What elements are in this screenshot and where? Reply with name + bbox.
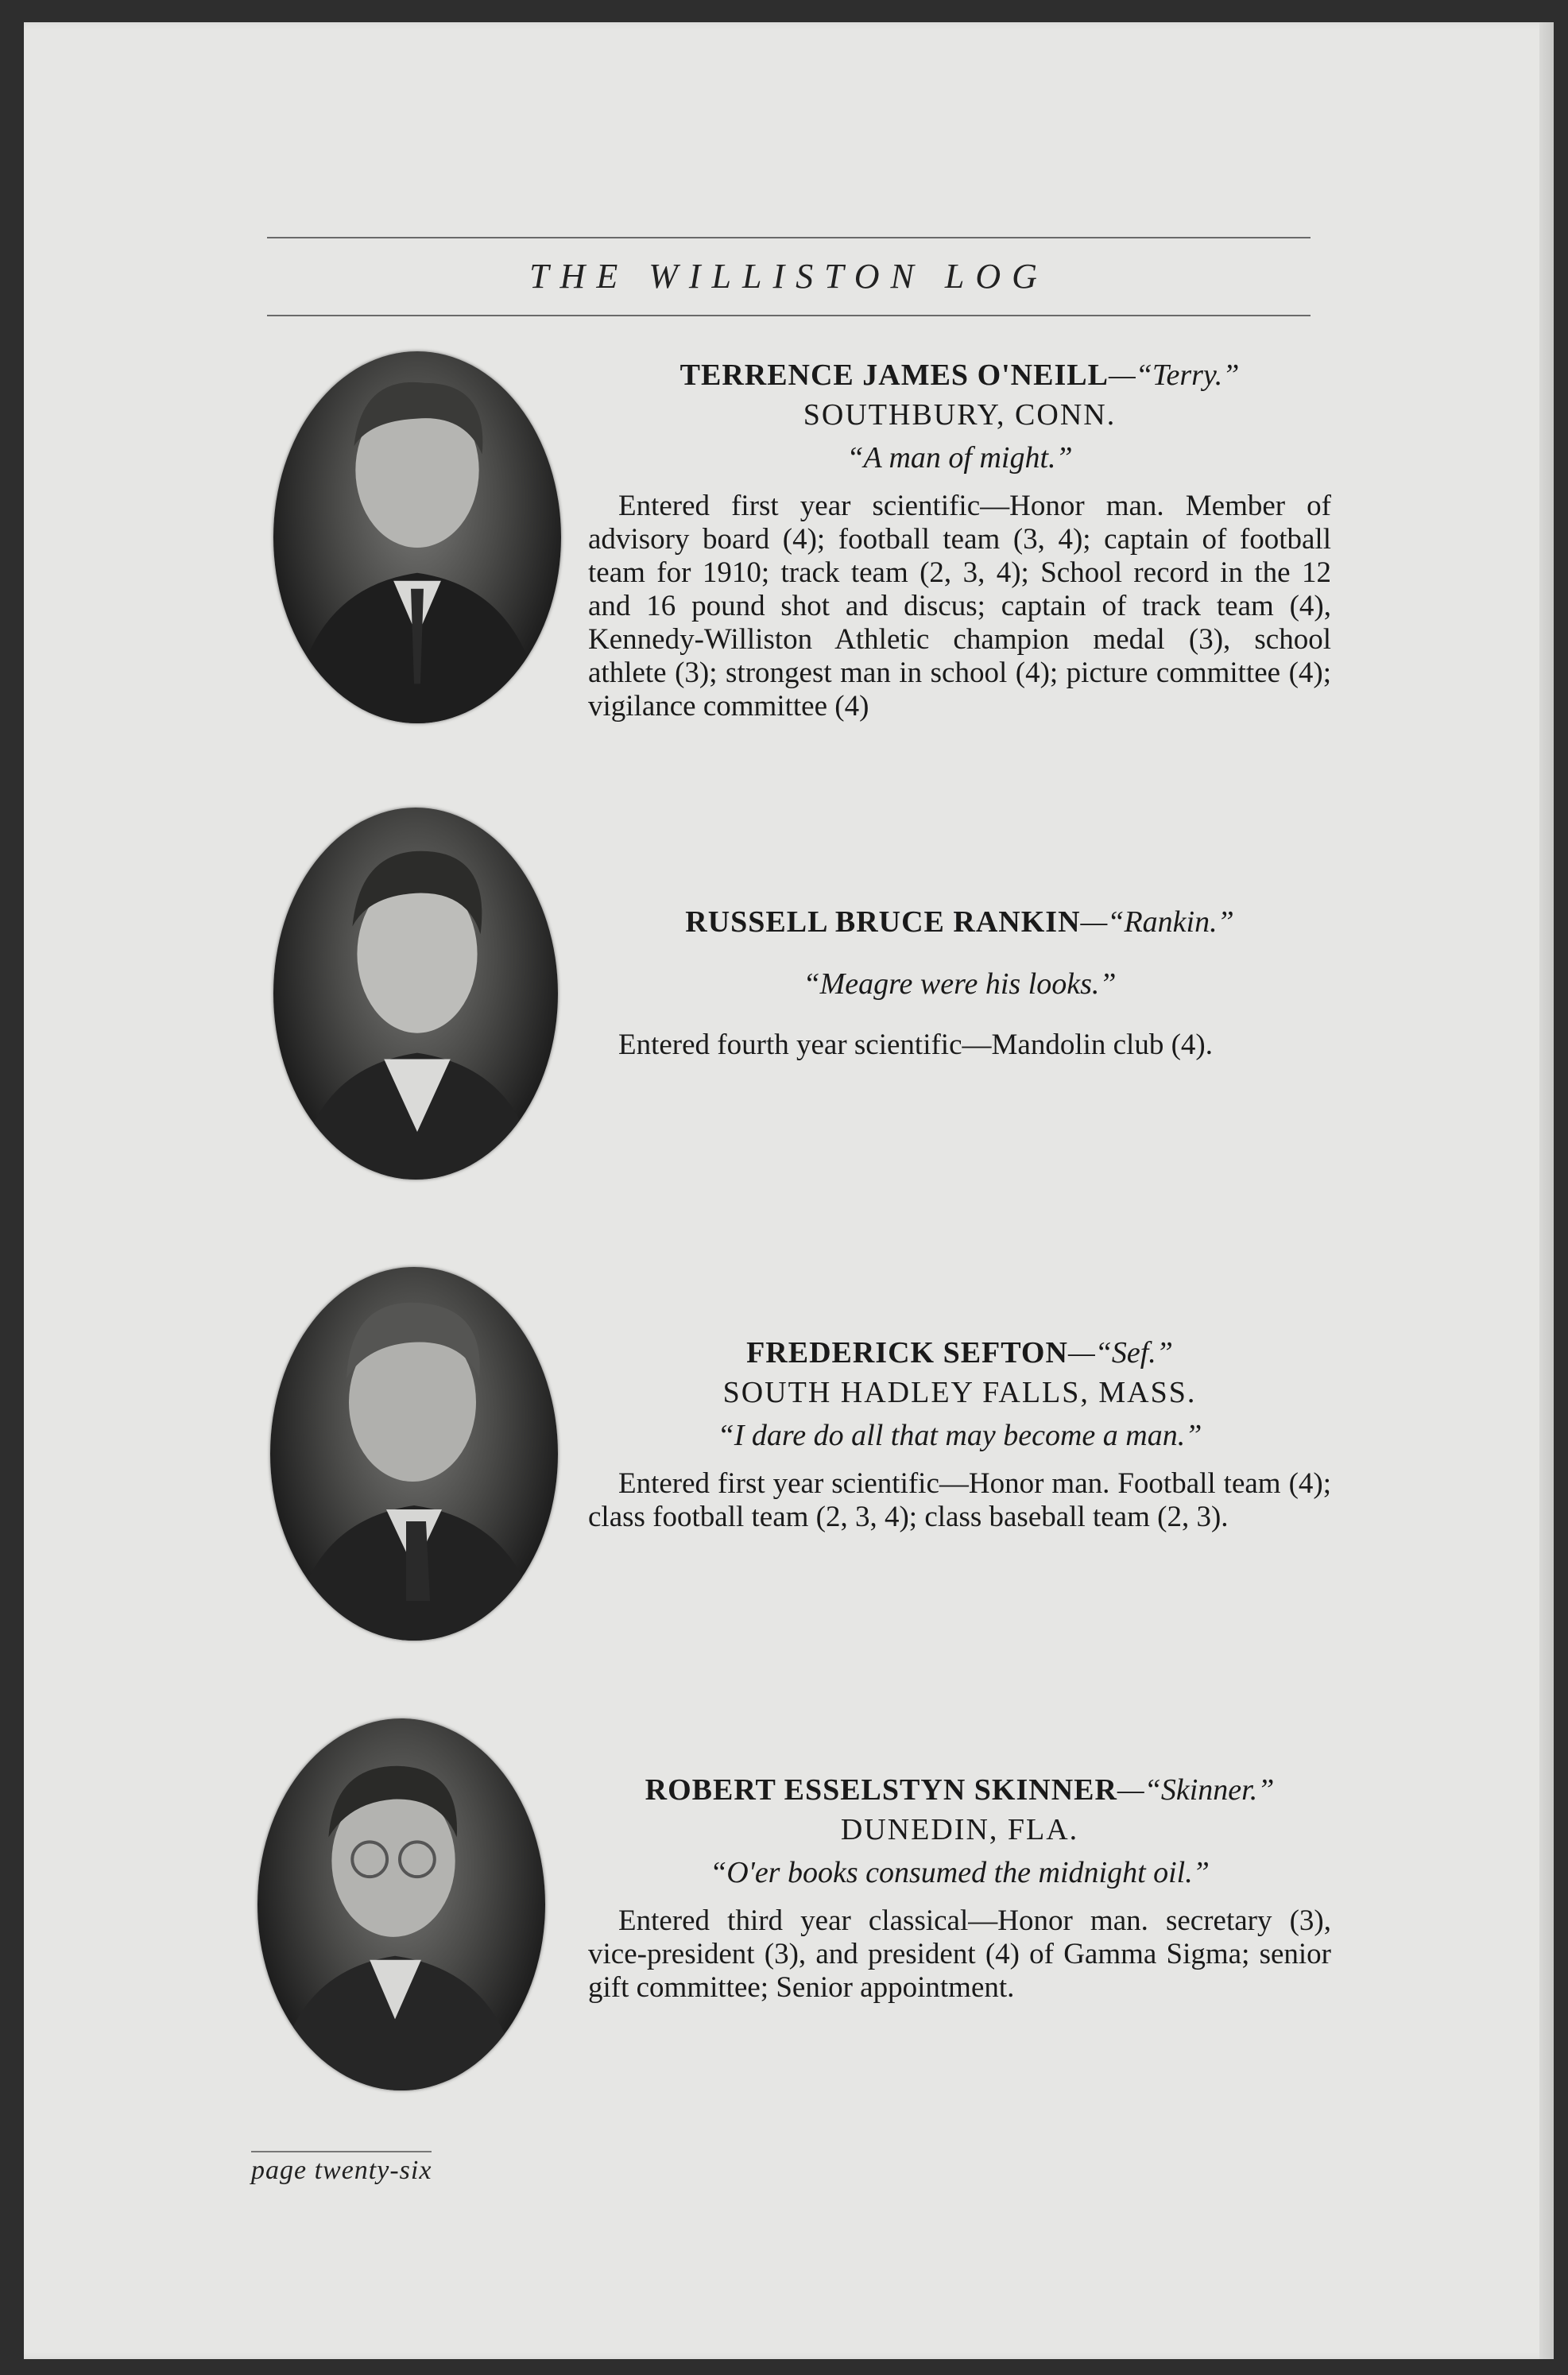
- page-number: page twenty-six: [251, 2151, 432, 2186]
- portrait-silhouette: [273, 808, 558, 1180]
- portrait-photo: [257, 1718, 545, 2090]
- biography: Entered fourth year scientific—Mandolin club (4).: [618, 1029, 1213, 1061]
- nickname-text: —“Sef.”: [1067, 1336, 1173, 1370]
- student-name: [588, 905, 1331, 940]
- nickname-text: —“Skinner.”: [1117, 1773, 1275, 1807]
- portrait-silhouette: [257, 1718, 545, 2090]
- student-name: [588, 1773, 1331, 1807]
- name-text: RUSSELL BRUCE RANKIN: [685, 905, 1081, 939]
- yearbook-page: [24, 22, 1554, 2359]
- quote: “A man of might.”: [846, 441, 1073, 475]
- header-title: THE WILLISTON LOG: [529, 257, 1048, 296]
- portrait-silhouette: [270, 1267, 558, 1641]
- entry-skinner: [588, 1773, 1331, 2005]
- nickname-text: —“Terry.”: [1108, 358, 1240, 392]
- biography: Entered first year scientific—Honor man. Member of advisory board (4); football team (3, 4); captain of football team for 1910; track team (2, 3, 4); School record in the 12 and 16 pound shot and discus; captain of track team (4), Kennedy-Williston Athletic champion medal (3), school athlete (3); strongest man in school (4); picture committee (4); vigilance committee (4): [588, 490, 1331, 723]
- biography: Entered third year classical—Honor man. secretary (3), vice-president (3), and president (4) of Gamma Sigma; senior gift committee; Senior appointment.: [588, 1904, 1331, 2004]
- portrait-photo: [273, 351, 561, 723]
- name-text: ROBERT ESSELSTYN SKINNER: [645, 1773, 1117, 1807]
- entry-sefton: [588, 1335, 1331, 1534]
- hometown: DUNEDIN, FLA.: [840, 1813, 1079, 1846]
- student-name: [588, 358, 1331, 393]
- entry-oneill: [588, 358, 1331, 723]
- name-text: FREDERICK SEFTON: [746, 1336, 1068, 1370]
- hometown: SOUTHBURY, CONN.: [803, 398, 1117, 432]
- entry-rankin: [588, 905, 1331, 1062]
- student-name: [588, 1335, 1331, 1370]
- portrait-photo: [270, 1267, 558, 1641]
- running-header: [267, 237, 1311, 316]
- page-binding-edge: [1539, 22, 1554, 2359]
- quote: “Meagre were his looks.”: [803, 967, 1117, 1001]
- biography: Entered first year scientific—Honor man. Football team (4); class football team (2, 3, 4); class baseball team (2, 3).: [588, 1467, 1331, 1533]
- portrait-photo: [273, 808, 558, 1180]
- quote: “O'er books consumed the midnight oil.”: [710, 1856, 1210, 1889]
- nickname-text: —“Rankin.”: [1080, 905, 1234, 939]
- quote: “I dare do all that may become a man.”: [717, 1419, 1202, 1452]
- portrait-silhouette: [273, 351, 561, 723]
- hometown: SOUTH HADLEY FALLS, MASS.: [722, 1376, 1197, 1409]
- name-text: TERRENCE JAMES O'NEILL: [679, 358, 1109, 392]
